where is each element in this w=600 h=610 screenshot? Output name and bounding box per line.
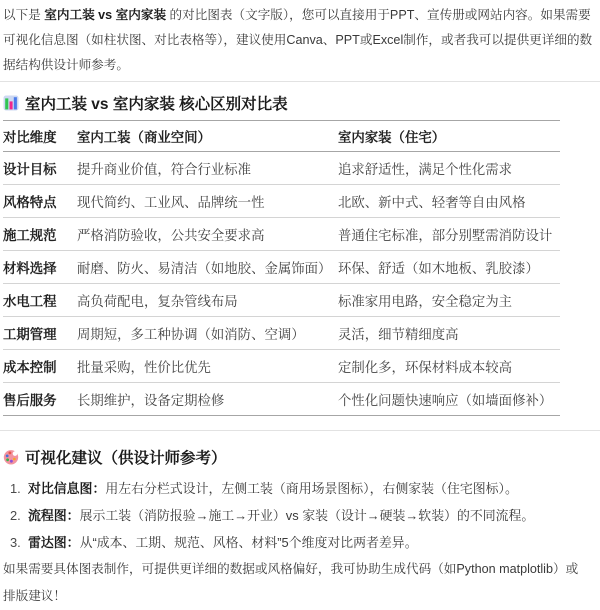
col-header-dimension: 对比维度	[3, 121, 77, 152]
row-residential-cell: 北欧、新中式、轻奢等自由风格	[338, 185, 560, 218]
table-section-title: 室内工装 vs 室内家装 核心区别对比表	[25, 96, 288, 113]
outro-line-2: 排版建议！	[3, 589, 66, 603]
row-commercial-cell: 批量采购，性价比优先	[77, 350, 338, 383]
list-item	[3, 502, 600, 529]
list-item-text: 用左右分栏式设计，左侧工装（商用场景图标），右侧家装（住宅图标）。	[105, 481, 518, 496]
table-row	[3, 383, 560, 416]
table-header-row	[3, 121, 560, 152]
table-row	[3, 218, 560, 251]
section-divider	[0, 81, 600, 82]
row-dimension: 工期管理	[3, 317, 77, 350]
table-row	[3, 317, 560, 350]
list-item-label: 流程图：	[28, 508, 80, 523]
row-dimension: 成本控制	[3, 350, 77, 383]
row-commercial-cell: 现代简约、工业风、品牌统一性	[77, 185, 338, 218]
list-item	[3, 475, 600, 502]
row-dimension: 风格特点	[3, 185, 77, 218]
outro-line-1: 如果需要具体图表制作，可提供更详细的数据或风格偏好，我可协助生成代码（如Python matplotlib）或	[3, 562, 579, 576]
list-item-text: 展示工装（消防报验→施工→开业）vs 家装（设计→硬装→软装）的不同流程。	[79, 508, 535, 523]
row-residential-cell: 追求舒适性，满足个性化需求	[338, 152, 560, 185]
row-residential-cell: 定制化多，环保材料成本较高	[338, 350, 560, 383]
advice-section-heading	[3, 448, 600, 466]
list-item-number: 2.	[10, 508, 21, 523]
advice-section-title: 可视化建议（供设计师参考）	[25, 450, 227, 467]
list-item-body	[28, 475, 518, 502]
list-item-body	[28, 502, 534, 529]
row-commercial-cell: 耐磨、防火、易清洁（如地胶、金属饰面）	[77, 251, 338, 284]
table-row	[3, 251, 560, 284]
table-row	[3, 185, 560, 218]
table-row	[3, 284, 560, 317]
row-commercial-cell: 长期维护，设备定期检修	[77, 383, 338, 416]
intro-line-1	[3, 3, 600, 28]
row-residential-cell: 普通住宅标准，部分别墅需消防设计	[338, 218, 560, 251]
bar-chart-icon	[3, 95, 19, 111]
intro-line-2: 可视化信息图（如柱状图、对比表格等），建议使用Canva、PPT或Excel制作，或者我可以提供更详细的数	[3, 33, 593, 47]
intro-paragraph	[3, 0, 600, 78]
row-dimension: 水电工程	[3, 284, 77, 317]
intro-line-3: 据结构供设计师参考。	[3, 58, 129, 72]
row-dimension: 材料选择	[3, 251, 77, 284]
list-item-body	[28, 529, 418, 556]
row-residential-cell: 灵活，细节精细度高	[338, 317, 560, 350]
intro-text: 以下是	[3, 8, 45, 22]
row-residential-cell: 标准家用电路，安全稳定为主	[338, 284, 560, 317]
col-header-residential: 室内家装（住宅）	[338, 121, 560, 152]
list-item-number: 3.	[10, 535, 21, 550]
row-residential-cell: 环保、舒适（如木地板、乳胶漆）	[338, 251, 560, 284]
row-dimension: 施工规范	[3, 218, 77, 251]
list-item-label: 雷达图：	[28, 535, 80, 550]
comparison-table	[3, 120, 560, 416]
list-item-number: 1.	[10, 481, 21, 496]
advice-list	[3, 475, 600, 556]
intro-bold-term: 室内工装 vs 室内家装	[44, 8, 167, 22]
palette-icon	[3, 449, 19, 465]
col-header-commercial: 室内工装（商业空间）	[77, 121, 338, 152]
row-commercial-cell: 严格消防验收，公共安全要求高	[77, 218, 338, 251]
outro-paragraph	[3, 556, 600, 610]
section-divider	[0, 430, 600, 431]
list-item-text: 从“成本、工期、规范、风格、材料”5个维度对比两者差异。	[79, 535, 418, 550]
table-row	[3, 152, 560, 185]
list-item-label: 对比信息图：	[28, 481, 106, 496]
row-residential-cell: 个性化问题快速响应（如墙面修补）	[338, 383, 560, 416]
row-dimension: 售后服务	[3, 383, 77, 416]
table-section-heading	[3, 94, 600, 112]
table-row	[3, 350, 560, 383]
list-item	[3, 529, 600, 556]
intro-text: 的对比图表（文字版），您可以直接用于PPT、宣传册或网站内容。如果需要	[166, 8, 591, 22]
row-commercial-cell: 高负荷配电，复杂管线布局	[77, 284, 338, 317]
row-dimension: 设计目标	[3, 152, 77, 185]
row-commercial-cell: 周期短，多工种协调（如消防、空调）	[77, 317, 338, 350]
row-commercial-cell: 提升商业价值，符合行业标准	[77, 152, 338, 185]
